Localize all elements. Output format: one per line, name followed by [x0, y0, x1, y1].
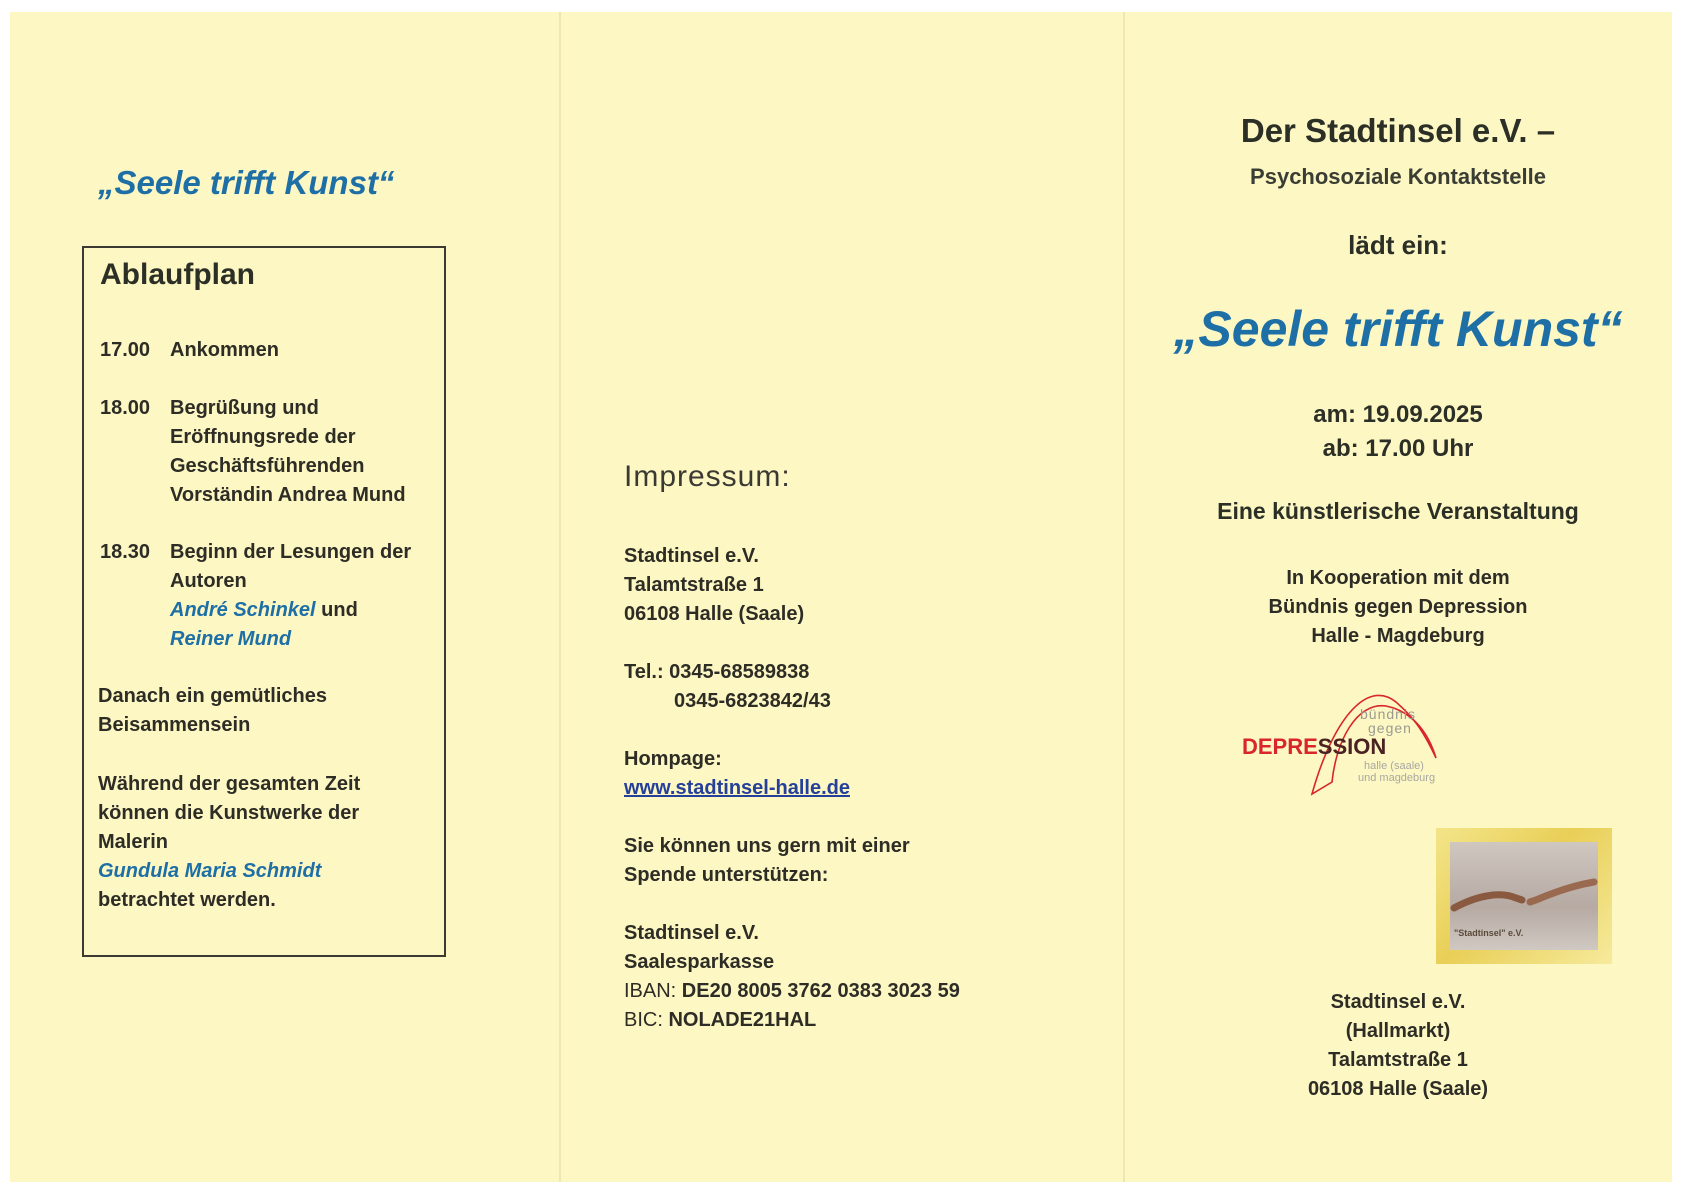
desc-line: Vorständin Andrea Mund [170, 484, 406, 506]
bank-line: Stadtinsel e.V. [624, 922, 759, 944]
organizer-subtitle: Psychosoziale Kontaktstelle [1250, 164, 1546, 189]
buendnis-gegen-depression-logo [1236, 682, 1456, 802]
donation-line: Sie können uns gern mit einer [624, 835, 910, 857]
impressum-address-line: Stadtinsel e.V. [624, 545, 759, 567]
address-line: (Hallmarkt) [1345, 1020, 1451, 1042]
phone-line: Tel.: 0345-68589838 [624, 661, 810, 683]
para-line: betrachtet werden. [98, 889, 276, 911]
logo-text: gegen [1368, 720, 1412, 736]
stadtinsel-picture [1436, 828, 1612, 964]
address-line: Stadtinsel e.V. [1330, 991, 1466, 1013]
left-panel [10, 12, 560, 1182]
logo-depression [1242, 734, 1386, 760]
impressum-heading: Impressum: [624, 460, 791, 493]
desc-line: Beginn der Lesungen der [170, 541, 412, 563]
donation-line: Spende unterstützen: [624, 864, 829, 886]
para-line: Danach ein gemütliches [98, 685, 327, 707]
bic-line [624, 1006, 816, 1035]
homepage-link[interactable]: www.stadtinsel-halle.de [624, 777, 850, 799]
address-line: Talamtstraße 1 [1328, 1049, 1468, 1071]
coop-line: In Kooperation mit dem [1286, 567, 1510, 589]
event-title: „Seele trifft Kunst“ [1173, 301, 1623, 357]
homepage-label: Hompage: [624, 748, 722, 770]
desc-line: Autoren [170, 570, 247, 592]
para-line: Beisammensein [98, 714, 251, 736]
coop-line: Bündnis gegen Depression [1268, 596, 1528, 618]
and-word: und [315, 599, 358, 621]
brochure-sheet [10, 12, 1672, 1182]
schedule-desc [170, 336, 440, 365]
bank-line: Saalesparkasse [624, 951, 775, 973]
invite-text: lädt ein: [1348, 230, 1448, 260]
impressum-address-line: 06108 Halle (Saale) [624, 603, 805, 625]
painter-name: Gundula Maria Schmidt [98, 860, 322, 882]
logo-text-dark: SSION [1317, 734, 1387, 759]
desc-line: Begrüßung und [170, 397, 319, 419]
schedule-time: 17.00 [100, 339, 151, 361]
event-datetime [1124, 398, 1672, 466]
picture-caption: "Stadtinsel" e.V. [1454, 928, 1524, 938]
desc-line: Geschäftsführenden [170, 455, 365, 477]
event-time: ab: 17.00 Uhr [1322, 435, 1474, 462]
bic-label: BIC: [624, 1009, 669, 1031]
para-line: Malerin [98, 831, 169, 853]
cooperation-text [1124, 564, 1672, 651]
event-title-small: „Seele trifft Kunst“ [98, 164, 395, 201]
artwork-paragraph [98, 770, 428, 915]
desc-line: Eröffnungsrede der [170, 426, 356, 448]
venue-address [1124, 988, 1672, 1104]
desc-line: Ankommen [170, 339, 279, 361]
event-description: Eine künstlerische Veranstaltung [1217, 498, 1579, 524]
bic-value: NOLADE21HAL [668, 1009, 817, 1031]
para-line: Während der gesamten Zeit [98, 773, 361, 795]
middle-panel [560, 12, 1124, 1182]
schedule-desc [170, 394, 440, 510]
impressum-address-line: Talamtstraße 1 [624, 574, 764, 596]
schedule-time: 18.00 [100, 397, 151, 419]
iban-line [624, 977, 960, 1006]
schedule-heading: Ablaufplan [100, 258, 255, 291]
schedule-time: 18.30 [100, 541, 151, 563]
authors-line-1 [170, 596, 440, 625]
para-line: können die Kunstwerke der [98, 802, 360, 824]
schedule-desc [170, 538, 440, 654]
coop-line: Halle - Magdeburg [1311, 625, 1485, 647]
organizer-name: Der Stadtinsel e.V. – [1240, 112, 1556, 149]
logo-text: halle (saale) [1364, 760, 1424, 772]
after-paragraph [98, 682, 428, 740]
logo-text-red: DEPRE [1242, 734, 1318, 759]
address-line: 06108 Halle (Saale) [1307, 1078, 1489, 1100]
event-date: am: 19.09.2025 [1313, 401, 1483, 428]
iban-value: DE20 8005 3762 0383 3023 59 [681, 980, 960, 1002]
logo-text: und magdeburg [1358, 772, 1436, 784]
author-name: Reiner Mund [170, 628, 292, 650]
right-panel [1124, 12, 1672, 1182]
author-name: André Schinkel [170, 599, 316, 621]
phone-line-2: 0345-6823842/43 [674, 690, 831, 712]
logo-text: bündnis [1360, 706, 1417, 722]
iban-label: IBAN: [624, 980, 682, 1002]
schedule-box [82, 246, 446, 957]
